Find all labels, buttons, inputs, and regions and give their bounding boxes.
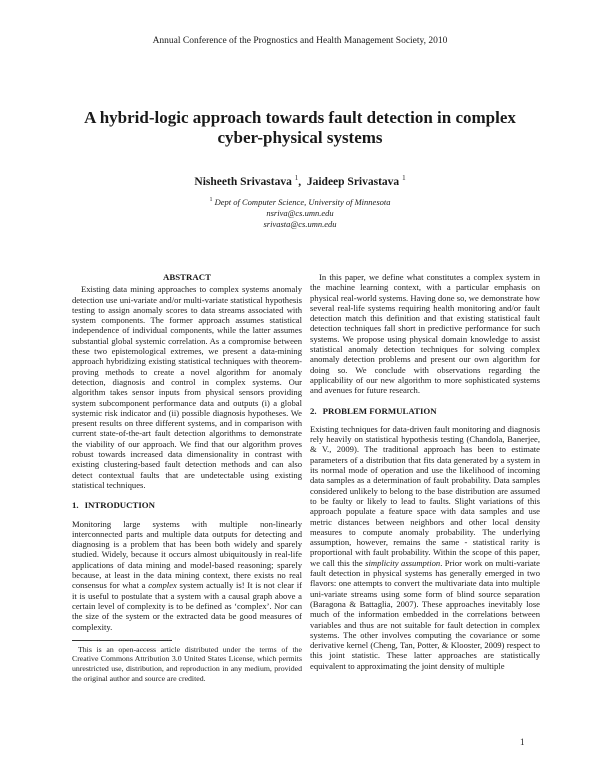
affiliation-mark: 1 xyxy=(209,197,213,203)
author-separator: , xyxy=(298,175,302,188)
problem-paragraph: Existing techniques for data-driven fault monitoring and diagnosis rely heavily on statistical hypothesis testing (Chandola, Banerjee, & V., 2009). The traditional approach has been to estimate parameters of a distribution that fits data generated by a system in its normal mode of operation and use the likelihood of incoming data samples as a determination of fault probability. Data samples considered unlikely to belong to the base distribution are assumed to be faulty or likely to lead to faults. Slight variations of this approach populate a feature space with data samples and use metric distances between neighbors and other local density measures to compute anomaly probability. The underlying assumption, however, remains the same - statistical rarity is proportional with fault probability. Within the scope of this paper, we call this the simplicity assumption. Prior work on multi-variate fault detection in physical systems has generally emerged in two flavors: one attempts to convert the multivariate data into multiple uni-variate streams using some form of blind source separation (Baragona & Battaglia, 2007). These approaches inevitably lose much of the information embedded in the correlations between variables and thus are not suitable for fault detection in complex systems. The other involves computing the covariance or some derivative kernel (Cheng, Tan, Potter, & Klooster, 2009) respect to this joint statistic. These latter approaches are statistically equivalent to approximating the joint density of multiple xyxy=(310,423,541,671)
author-name: Nisheeth Srivastava xyxy=(194,175,292,188)
left-column xyxy=(72,272,302,683)
section-heading-problem-formulation: 2. PROBLEM FORMULATION xyxy=(310,405,437,416)
license-footnote: This is an open-access article distributed under the terms of the Creative Commons Attribution 3.0 United States License, which permits unrestricted use, distribution, and reproduction in any medium, provided the original author and source are credited. xyxy=(72,644,302,683)
intro-continuation-paragraph: In this paper, we define what constitutes a complex system in the machine learning context, with a particular emphasis on physical real-world systems. Having done so, we demonstrate how several real-life systems requiring health monitoring and/or fault detection match this definition and that existing statistical fault detection techniques fall short in predictive performance for such systems. We propose using physical domain knowledge to assist statistical anomaly detection techniques for solving complex anomaly detection problems and present our own algorithm for doing so. We conclude with observations regarding the applicability of our new algorithm to more sophisticated systems and avenues for future research. xyxy=(310,272,540,396)
author-name: Jaideep Srivastava xyxy=(306,175,400,188)
author-email[interactable]: srivasta@cs.umn.edu xyxy=(263,218,337,229)
paper-title: A hybrid-logic approach towards fault detection in complex cyber-physical systems xyxy=(84,108,516,147)
affiliation-department: $^1$ Dept of Computer Science, University of Minnesota xyxy=(209,196,391,207)
right-column xyxy=(310,272,540,671)
abstract-text: Existing data mining approaches to complex systems anomaly detection use uni-variate and/or multi-variate statistical hypothesis testing to assign anomaly scores to data streams associated with system components. The former approach assumes statistical independence of individual components, while the latter assumes substantial global systemic correlation. As a compromise between these two epistemological extremes, we present a data-mining approach hybridizing existing statistical techniques with theorem-proving methods to create a novel algorithm for anomaly detection, diagnosis and control in complex systems. Our algorithm takes sensor inputs from physical sensors providing system subcomponent performance data and outputs (i) a global systemic risk indicator and (ii) possible diagnosis hypotheses. We present results on three different systems, and in comparison with current state-of-the-art fault detection algorithms to demonstrate the viability of our approach. We find that our algorithm proves robust towards increased data dimensionality in contrast with existing clustering-based fault detection methods and can also detect contextual faults that are undetectable using existing statistical techniques. xyxy=(72,284,302,490)
abstract-heading: ABSTRACT xyxy=(163,272,211,282)
affiliation-block xyxy=(0,195,600,230)
author-line xyxy=(0,174,600,188)
page-number: 1 xyxy=(520,737,525,747)
author-affiliation-mark: 1 xyxy=(294,174,299,182)
section-heading-introduction: 1. INTRODUCTION xyxy=(72,500,155,511)
conference-header: Annual Conference of the Prognostics and Health Management Society, 2010 xyxy=(152,36,448,46)
intro-paragraph: Monitoring large systems with multiple non-linearly interconnected parts and multiple data outputs for detecting and diagnosing is a problem that has been both widely and sparely studied. Widely, because it occurs almost ubiquitously in real-life applications of data mining and model-based reasoning; sparely because, at least in the data mining context, there exists no real consensus for what a complex system actually is! It is not clear if it is useful to postulate that a system with a causal graph above a certain level of complexity is to be defined as ‘complex’. Nor can the size of the system or the extracted data be good measures of complexity. xyxy=(72,518,302,632)
author-email[interactable]: nsriva@cs.umn.edu xyxy=(266,207,334,218)
footnote-divider xyxy=(72,640,172,641)
author-affiliation-mark: 1 xyxy=(402,174,406,182)
